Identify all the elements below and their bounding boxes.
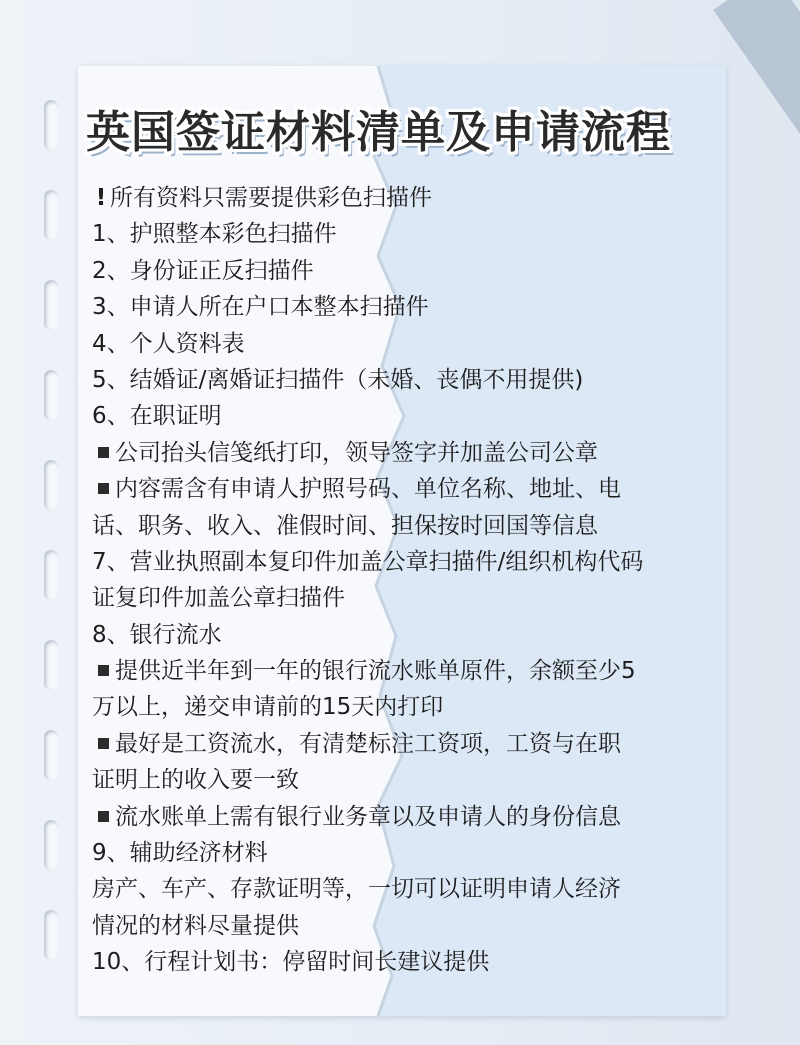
list-item [92,726,732,762]
list-item-text: 2、身份证正反扫描件 [92,257,314,284]
square-bullet-icon [98,811,109,822]
list-item [92,216,732,252]
list-item [92,908,732,944]
list-item [92,398,732,434]
list-item-text: 5、结婚证/离婚证扫描件（未婚、丧偶不用提供) [92,366,584,393]
square-bullet-icon [98,447,109,458]
square-bullet-icon [98,483,109,494]
list-item [92,362,732,398]
list-item [92,253,732,289]
binder-hole [44,820,58,870]
page-title: 英国签证材料清单及申请流程 [86,107,671,158]
list-item-text: 情况的材料尽量提供 [92,912,299,939]
binder-hole [44,280,58,330]
binder-hole [44,370,58,420]
binder-hole [44,460,58,510]
list-item-text: 10、行程计划书：停留时间长建议提供 [92,949,490,976]
list-item [92,289,732,325]
list-item-text: 证复印件加盖公章扫描件 [92,585,345,612]
binder-hole [44,190,58,240]
binder-hole [44,730,58,780]
list-item [92,544,732,580]
list-item [92,653,732,689]
list-item [92,799,732,835]
list-item [92,835,732,871]
list-item [92,689,732,725]
list-item [92,944,732,980]
list-item [92,435,732,471]
list-item [92,471,732,507]
binder-hole [44,640,58,690]
list-item [92,180,732,216]
list-item-text: 3、申请人所在户口本整本扫描件 [92,294,429,321]
square-bullet-icon [98,738,109,749]
square-bullet-icon [98,665,109,676]
list-item-text: 万以上，递交申请前的15天内打印 [92,694,444,721]
list-item-text: 房产、车产、存款证明等，一切可以证明申请人经济 [92,876,621,903]
list-item-text: 8、银行流水 [92,621,222,648]
list-item-text: 公司抬头信笺纸打印，领导签字并加盖公司公章 [115,439,598,466]
list-item [92,762,732,798]
warning-icon: ! [95,185,107,211]
list-item [92,871,732,907]
binder-hole [44,550,58,600]
list-item-text: 6、在职证明 [92,403,222,430]
list-item-text: 9、辅助经济材料 [92,840,268,867]
list-item [92,326,732,362]
binder-hole [44,100,58,150]
list-item-text: 提供近半年到一年的银行流水账单原件，余额至少5 [115,658,636,685]
binder-hole [44,910,58,960]
list-item [92,617,732,653]
list-item-text: 7、营业执照副本复印件加盖公章扫描件/组织机构代码 [92,548,644,575]
list-item-text: 4、个人资料表 [92,330,245,357]
list-item-text: 最好是工资流水，有清楚标注工资项，工资与在职 [115,730,621,757]
list-item-text: 1、护照整本彩色扫描件 [92,221,337,248]
list-item-text: 证明上的收入要一致 [92,767,299,794]
list-item-text: 内容需含有申请人护照号码、单位名称、地址、电 [115,476,621,503]
list-item-text: 所有资料只需要提供彩色扫描件 [110,185,432,211]
list-item [92,508,732,544]
list-item-text: 流水账单上需有银行业务章以及申请人的身份信息 [115,803,621,830]
materials-list [92,180,732,981]
list-item-text: 话、职务、收入、准假时间、担保按时回国等信息 [92,512,598,539]
list-item [92,580,732,616]
